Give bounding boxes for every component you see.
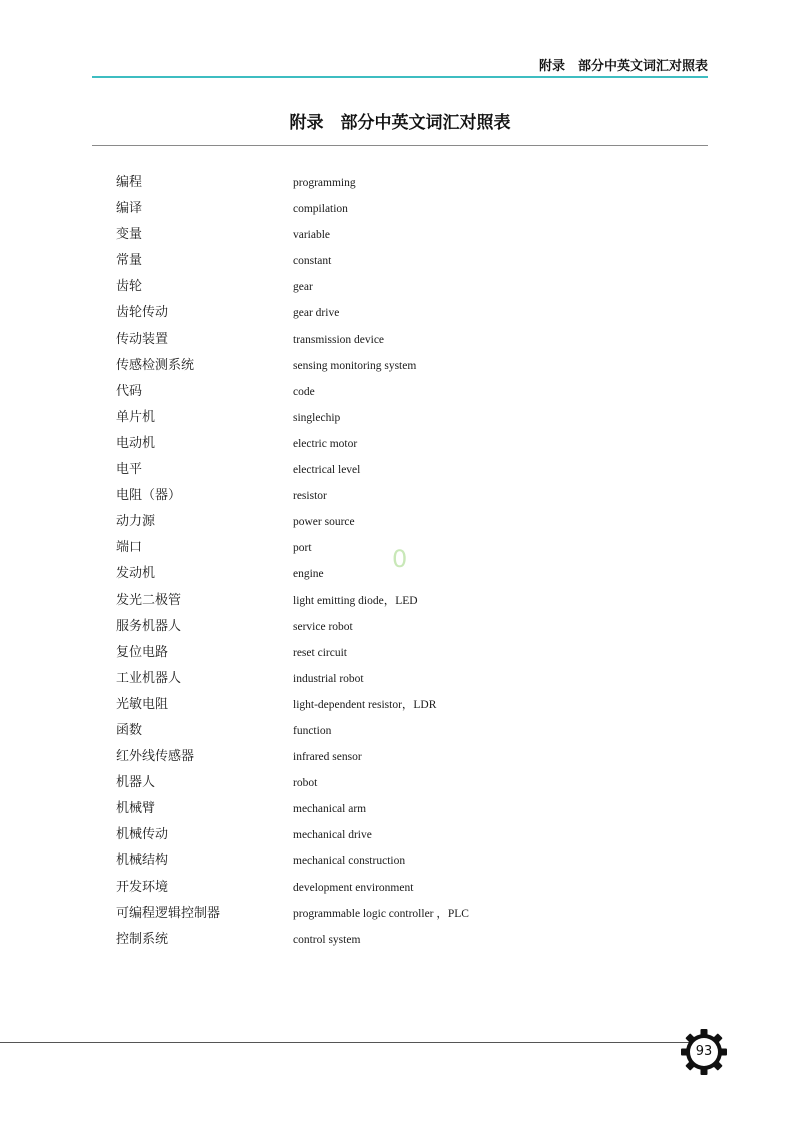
- term-english: gear drive: [293, 307, 340, 320]
- glossary-row: [116, 927, 596, 953]
- term-chinese: 机械传动: [116, 827, 169, 843]
- term-english: function: [293, 724, 332, 737]
- term-english: light-dependent resistor，LDR: [293, 698, 437, 711]
- term-english: compilation: [293, 203, 348, 216]
- term-chinese: 控制系统: [116, 931, 169, 947]
- term-english: resistor: [293, 490, 327, 503]
- glossary-row: [116, 327, 596, 353]
- glossary-row: [116, 405, 596, 431]
- term-english: engine: [293, 568, 324, 581]
- term-chinese: 可编程逻辑控制器: [116, 905, 221, 921]
- term-chinese: 电动机: [116, 435, 156, 451]
- glossary-row: [116, 457, 596, 483]
- glossary-row: [116, 744, 596, 770]
- glossary-row: [116, 170, 596, 196]
- term-chinese: 函数: [116, 722, 143, 738]
- glossary-row: [116, 588, 596, 614]
- page-title: 附录 部分中英文词汇对照表: [289, 113, 511, 133]
- term-english: port: [293, 542, 312, 555]
- term-english: programmable logic controller ，PLC: [293, 907, 469, 920]
- glossary-row: [116, 300, 596, 326]
- term-chinese: 工业机器人: [116, 670, 182, 686]
- term-english: robot: [293, 777, 318, 790]
- term-chinese: 变量: [116, 227, 143, 243]
- glossary-row: [116, 509, 596, 535]
- term-english: development environment: [293, 881, 414, 894]
- glossary-row: [116, 640, 596, 666]
- term-chinese: 光敏电阻: [116, 696, 169, 712]
- term-chinese: 开发环境: [116, 879, 169, 895]
- term-chinese: 服务机器人: [116, 618, 182, 634]
- term-english: code: [293, 385, 315, 398]
- term-chinese: 机械臂: [116, 801, 156, 817]
- term-english: light emitting diode，LED: [293, 594, 418, 607]
- glossary-row: [116, 848, 596, 874]
- term-chinese: 红外线传感器: [116, 749, 195, 765]
- term-english: transmission device: [293, 333, 385, 346]
- glossary-row: [116, 796, 596, 822]
- term-english: sensing monitoring system: [293, 359, 417, 372]
- term-english: electrical level: [293, 464, 361, 477]
- term-chinese: 常量: [116, 253, 143, 269]
- term-chinese: 端口: [116, 540, 143, 556]
- glossary-row: [116, 353, 596, 379]
- glossary-row: [116, 822, 596, 848]
- term-chinese: 齿轮传动: [116, 305, 169, 321]
- term-chinese: 动力源: [116, 514, 156, 530]
- term-english: constant: [293, 255, 332, 268]
- term-english: singlechip: [293, 411, 341, 424]
- glossary-row: [116, 248, 596, 274]
- term-english: programming: [293, 177, 356, 189]
- term-chinese: 机器人: [116, 775, 156, 791]
- term-english: power source: [293, 516, 355, 529]
- glossary-row: [116, 274, 596, 300]
- term-english: mechanical arm: [293, 803, 367, 816]
- header-rule: [92, 76, 708, 78]
- glossary-row: [116, 535, 596, 561]
- term-chinese: 复位电路: [116, 644, 169, 660]
- term-chinese: 发动机: [116, 566, 156, 582]
- term-english: electric motor: [293, 437, 358, 450]
- page-number: 93: [695, 1044, 713, 1059]
- term-chinese: 编程: [116, 175, 143, 190]
- glossary-row: [116, 692, 596, 718]
- term-english: variable: [293, 229, 331, 242]
- title-rule: [92, 145, 708, 146]
- glossary-row: [116, 875, 596, 901]
- term-english: service robot: [293, 620, 353, 633]
- term-chinese: 编译: [116, 201, 143, 217]
- glossary-row: [116, 196, 596, 222]
- glossary-row: [116, 222, 596, 248]
- glossary-row: [116, 718, 596, 744]
- term-chinese: 传感检测系统: [116, 357, 195, 373]
- term-english: industrial robot: [293, 672, 364, 685]
- term-chinese: 电阻（器）: [116, 488, 182, 504]
- term-english: mechanical drive: [293, 829, 372, 842]
- term-chinese: 发光二极管: [116, 592, 182, 608]
- term-english: reset circuit: [293, 646, 347, 659]
- term-chinese: 机械结构: [116, 853, 169, 869]
- term-english: control system: [293, 933, 361, 946]
- running-head: 附录 部分中英文词汇对照表: [538, 59, 708, 74]
- glossary-table: [116, 170, 596, 953]
- term-english: gear: [293, 281, 313, 294]
- glossary-row: [116, 614, 596, 640]
- term-english: mechanical construction: [293, 855, 406, 868]
- term-english: infrared sensor: [293, 751, 362, 764]
- term-chinese: 电平: [116, 462, 143, 478]
- glossary-row: [116, 483, 596, 509]
- term-chinese: 齿轮: [116, 279, 143, 295]
- glossary-row: [116, 431, 596, 457]
- watermark: 0: [392, 545, 408, 573]
- glossary-row: [116, 666, 596, 692]
- term-chinese: 代码: [116, 383, 143, 399]
- term-chinese: 单片机: [116, 409, 156, 425]
- glossary-row: [116, 561, 596, 587]
- footer-rule: [0, 1042, 690, 1043]
- glossary-row: [116, 379, 596, 405]
- term-chinese: 传动装置: [116, 331, 169, 347]
- glossary-row: [116, 901, 596, 927]
- glossary-row: [116, 770, 596, 796]
